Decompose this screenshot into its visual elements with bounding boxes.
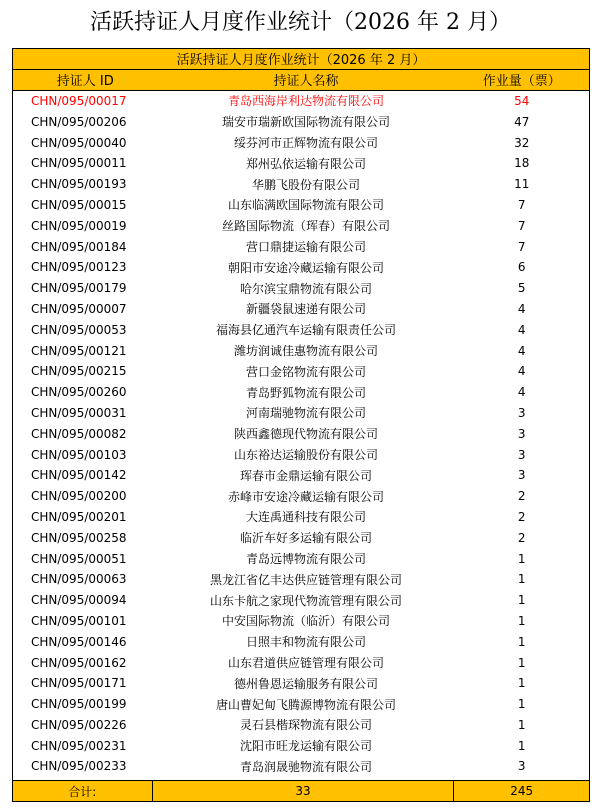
operation-volume: 4 (517, 343, 526, 358)
licensee-name: 营口金铭物流有限公司 (246, 364, 367, 379)
operation-volume: 3 (517, 468, 526, 483)
licensee-id: CHN/095/00103 (31, 447, 127, 462)
licensee-id: CHN/095/00011 (31, 156, 127, 171)
table-row (13, 361, 589, 382)
licensee-id: CHN/095/00179 (31, 281, 127, 296)
table-row (13, 382, 589, 403)
licensee-id: CHN/095/00017 (31, 93, 127, 108)
table-row (13, 548, 589, 569)
licensee-name: 山东卡航之家现代物流管理有限公司 (210, 593, 403, 608)
operation-volume: 3 (517, 405, 526, 420)
licensee-id: CHN/095/00200 (31, 489, 127, 504)
licensee-id: CHN/095/00260 (31, 385, 127, 400)
licensee-id: CHN/095/00142 (31, 468, 127, 483)
table-row (13, 527, 589, 548)
operation-volume: 1 (517, 676, 526, 691)
licensee-id: CHN/095/00019 (31, 218, 127, 233)
licensee-name: 德州鲁恩运输服务有限公司 (234, 676, 379, 691)
licensee-id: CHN/095/00171 (31, 676, 127, 691)
licensee-id: CHN/095/00233 (31, 759, 127, 774)
licensee-name: 灵石县楷琛物流有限公司 (240, 718, 373, 733)
licensee-name: 福海县亿通汽车运输有限责任公司 (216, 323, 397, 338)
operation-volume: 1 (517, 572, 526, 587)
licensee-id: CHN/095/00231 (31, 738, 127, 753)
operation-volume: 54 (514, 93, 530, 108)
table-row (13, 631, 589, 652)
operation-volume: 3 (517, 426, 526, 441)
operation-volume: 7 (517, 197, 526, 212)
licensee-id: CHN/095/00226 (31, 717, 127, 732)
licensee-name: 郑州弘依运输有限公司 (246, 156, 367, 171)
operation-volume: 4 (517, 385, 526, 400)
table-row (13, 715, 589, 736)
table-row (13, 569, 589, 590)
table-row (13, 153, 589, 174)
total-licensee-count: 33 (153, 781, 455, 801)
licensee-name: 营口鼎捷运输有限公司 (246, 240, 367, 255)
operation-volume: 7 (517, 218, 526, 233)
table-caption: 活跃持证人月度作业统计（2026 年 2 月） (13, 49, 589, 70)
licensee-id: CHN/095/00094 (31, 593, 127, 608)
operation-volume: 1 (517, 613, 526, 628)
column-header-volume: 作业量（票） (482, 74, 561, 90)
licensee-id: CHN/095/00063 (31, 572, 127, 587)
table-row (13, 507, 589, 528)
operation-volume: 4 (517, 301, 526, 316)
licensee-name: 青岛西海岸利达物流有限公司 (228, 94, 385, 109)
table-row (13, 465, 589, 486)
operation-volume: 4 (517, 322, 526, 337)
licensee-name: 唐山曹妃甸飞腾源博物流有限公司 (216, 697, 397, 712)
table-row (13, 278, 589, 299)
table-row (13, 403, 589, 424)
table-row (13, 319, 589, 340)
operation-volume: 2 (517, 489, 526, 504)
licensee-name: 陕西鑫德现代物流有限公司 (234, 427, 379, 442)
operation-volume: 1 (517, 655, 526, 670)
operation-volume: 2 (517, 530, 526, 545)
licensee-id: CHN/095/00053 (31, 322, 127, 337)
licensee-name: 黑龙江省亿丰达供应链管理有限公司 (210, 572, 403, 587)
table-row (13, 111, 589, 132)
operation-volume: 4 (517, 364, 526, 379)
table-row (13, 132, 589, 153)
licensee-id: CHN/095/00215 (31, 364, 127, 379)
licensee-id: CHN/095/00121 (31, 343, 127, 358)
table-row (13, 257, 589, 278)
table-row (13, 673, 589, 694)
operation-volume: 1 (517, 634, 526, 649)
licensee-name: 山东裕达运输股份有限公司 (234, 448, 379, 463)
licensee-id: CHN/095/00031 (31, 405, 127, 420)
table-body (13, 91, 589, 777)
table-row (13, 735, 589, 756)
licensee-name: 赤峰市安途冷藏运输有限公司 (228, 489, 385, 504)
licensee-id: CHN/095/00101 (31, 613, 127, 628)
operation-volume: 1 (517, 551, 526, 566)
column-header-id: 持证人 ID (56, 74, 114, 90)
operation-volume: 32 (514, 135, 530, 150)
operation-volume: 3 (517, 447, 526, 462)
table-row (13, 91, 589, 112)
licensee-name: 青岛野狐物流有限公司 (246, 385, 367, 400)
table-row (13, 756, 589, 777)
licensee-id: CHN/095/00201 (31, 509, 127, 524)
licensee-name: 山东临满欧国际物流有限公司 (228, 198, 385, 213)
licensee-name: 中安国际物流（临沂）有限公司 (222, 614, 391, 629)
operation-volume: 6 (517, 260, 526, 275)
operation-volume: 1 (517, 697, 526, 712)
licensee-id: CHN/095/00082 (31, 426, 127, 441)
licensee-id: CHN/095/00146 (31, 634, 127, 649)
operation-volume: 11 (514, 177, 530, 192)
licensee-id: CHN/095/00051 (31, 551, 127, 566)
licensee-id: CHN/095/00007 (31, 301, 127, 316)
table-row (13, 444, 589, 465)
table-row (13, 611, 589, 632)
table-row (13, 423, 589, 444)
operation-volume: 3 (517, 759, 526, 774)
table-row (13, 195, 589, 216)
total-volume: 245 (510, 784, 534, 798)
licensee-id: CHN/095/00206 (31, 114, 127, 129)
table-row (13, 299, 589, 320)
table-header-row (13, 70, 589, 91)
column-header-name: 持证人名称 (273, 74, 339, 90)
licensee-id: CHN/095/00193 (31, 177, 127, 192)
operation-volume: 7 (517, 239, 526, 254)
licensee-name: 丝路国际物流（珲春）有限公司 (222, 219, 391, 234)
operation-volume: 1 (517, 738, 526, 753)
table-row (13, 486, 589, 507)
operation-volume: 1 (517, 717, 526, 732)
licensee-name: 河南瑞驰物流有限公司 (246, 406, 367, 421)
page-title: 活跃持证人月度作业统计（2026 年 2 月） (90, 10, 511, 35)
table-row (13, 236, 589, 257)
licensee-name: 山东君道供应链管理有限公司 (228, 656, 385, 670)
operation-volume: 18 (514, 156, 530, 171)
licensee-name: 新疆袋鼠速递有限公司 (246, 302, 367, 317)
table-row (13, 340, 589, 361)
licensee-name: 青岛远博物流有限公司 (246, 552, 367, 567)
licensee-name: 瑞安市瑞新欧国际物流有限公司 (222, 115, 391, 130)
total-row (13, 780, 589, 801)
total-label: 合计: (13, 781, 153, 801)
licensee-id: CHN/095/00184 (31, 239, 127, 254)
licensee-name: 沈阳市旺龙运输有限公司 (240, 739, 373, 754)
licensee-id: CHN/095/00015 (31, 197, 127, 212)
licensee-name: 哈尔滨宝鼎物流有限公司 (240, 281, 373, 296)
operation-volume: 47 (514, 114, 530, 129)
table-row (13, 694, 589, 715)
licensee-id: CHN/095/00162 (31, 655, 127, 670)
table-row (13, 174, 589, 195)
operation-volume: 1 (517, 593, 526, 608)
licensee-name: 青岛润晟驰物流有限公司 (240, 759, 373, 774)
licensee-id: CHN/095/00040 (31, 135, 127, 150)
licensee-name: 日照丰和物流有限公司 (246, 635, 367, 650)
table-row (13, 590, 589, 611)
licensee-id: CHN/095/00123 (31, 260, 127, 275)
table-row (13, 215, 589, 236)
statistics-table (12, 48, 590, 802)
licensee-name: 临沂车好多运输有限公司 (240, 531, 373, 546)
licensee-name: 华鹏飞股份有限公司 (252, 177, 361, 192)
licensee-id: CHN/095/00258 (31, 530, 127, 545)
table-row (13, 652, 589, 673)
operation-volume: 2 (517, 509, 526, 524)
operation-volume: 5 (517, 281, 526, 296)
licensee-name: 珲春市金鼎运输有限公司 (240, 468, 373, 483)
licensee-name: 潍坊润诚佳惠物流有限公司 (234, 344, 379, 359)
licensee-name: 绥芬河市正辉物流有限公司 (234, 136, 379, 151)
licensee-name: 大连禹通科技有限公司 (246, 510, 367, 525)
licensee-id: CHN/095/00199 (31, 697, 127, 712)
licensee-name: 朝阳市安途冷藏运输有限公司 (228, 260, 385, 275)
